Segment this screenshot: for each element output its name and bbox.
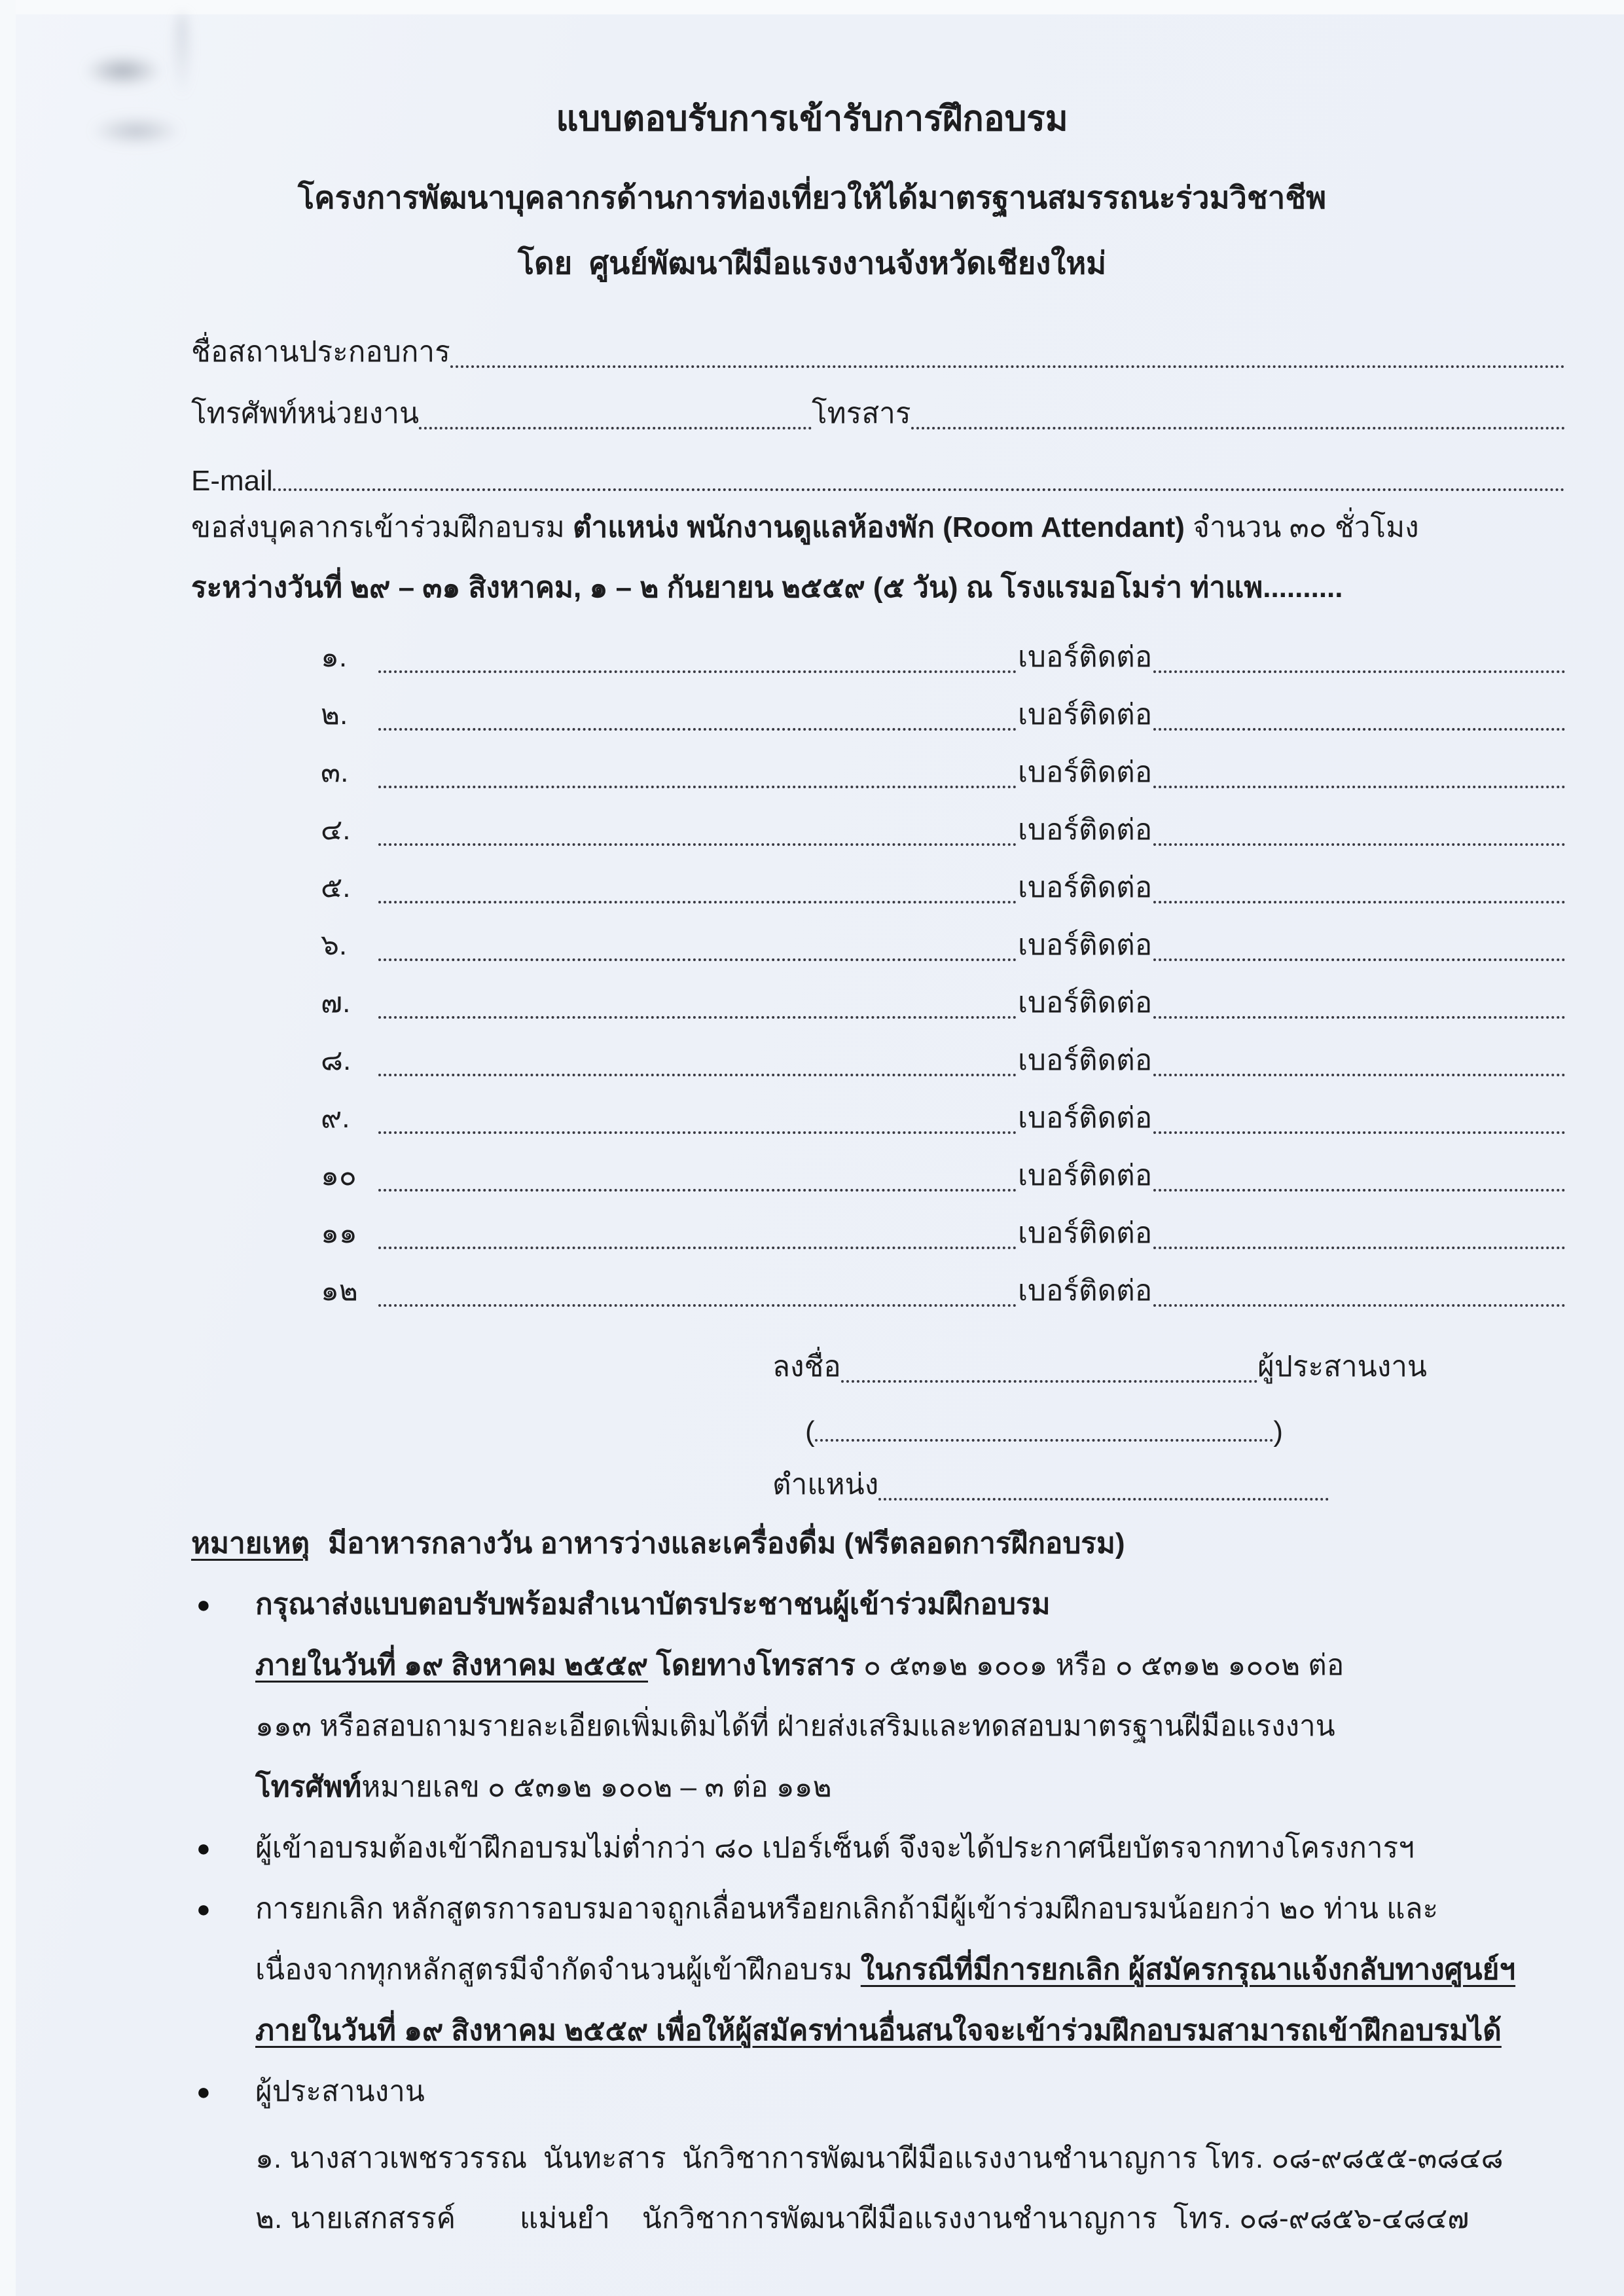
company-field-row <box>191 313 1565 374</box>
attendee-row <box>191 1083 1565 1140</box>
attendee-name-line <box>378 1247 1017 1249</box>
phone-label: โทรศัพท์หน่วยงาน <box>191 397 420 429</box>
attendee-number: ๙. <box>321 1102 350 1134</box>
attendee-name-line <box>378 1189 1017 1192</box>
position-label: ตำแหน่ง <box>772 1468 879 1501</box>
bullet1-line3: ๑๑๓ หรือสอบถามรายละเอียดเพิ่มเติมได้ที่ ฝ่ายส่งเสริมและทดสอบมาตรฐานฝีมือแรงงาน <box>255 1710 1335 1742</box>
request-paragraph-line1 <box>191 498 1565 558</box>
attendee-number: ๑๑ <box>321 1217 357 1249</box>
attendee-phone-line <box>1153 1189 1565 1192</box>
attendee-phone-line <box>1153 1074 1565 1076</box>
contact-number-label: เบอร์ติดต่อ <box>1018 1102 1153 1134</box>
company-fill-line <box>450 365 1565 368</box>
attendee-phone-line <box>1153 728 1565 731</box>
attendee-row <box>191 1256 1565 1313</box>
contact-number-label: เบอร์ติดต่อ <box>1018 699 1153 731</box>
company-label: ชื่อสถานประกอบการ <box>191 336 450 368</box>
attendee-name-line <box>378 843 1017 846</box>
signature-name-fill-line <box>815 1439 1274 1442</box>
contact-number-label: เบอร์ติดต่อ <box>1018 641 1153 673</box>
phone-fax-field-row <box>191 374 1565 436</box>
bullet-icon: ● <box>196 1895 211 1922</box>
signature-fill-line <box>841 1380 1257 1383</box>
contact-number-label: เบอร์ติดต่อ <box>1018 756 1153 788</box>
cancellation-notice-underlined: ในกรณีที่มีการยกเลิก ผู้สมัครกรุณาแจ้งกลับทางศูนย์ฯ <box>860 1954 1516 1986</box>
email-fill-line <box>273 488 1565 491</box>
attendee-phone-line <box>1153 1247 1565 1249</box>
bullet1-line2 <box>255 1635 1565 1696</box>
attendee-name-line <box>378 1074 1017 1076</box>
position-fill-line <box>878 1498 1329 1501</box>
attendee-number: ๑๐ <box>321 1159 357 1192</box>
organizer-byline: โดย ศูนย์พัฒนาฝีมือแรงงานจังหวัดเชียงใหม่ <box>517 246 1107 280</box>
attendee-number: ๖. <box>321 929 348 961</box>
note-header: หมายเหตุ <box>191 1527 310 1559</box>
bullet1-line1: กรุณาส่งแบบตอบรับพร้อมสำเนาบัตรประชาชนผู้เข้าร่วมฝึกอบรม <box>255 1588 1051 1620</box>
attendee-phone-line <box>1153 786 1565 788</box>
note-text: มีอาหารกลางวัน อาหารว่างและเครื่องดื่ม (ฟรีตลอดการฝึกอบรม) <box>328 1527 1125 1559</box>
contact-number-label: เบอร์ติดต่อ <box>1018 1159 1153 1192</box>
limited-seats-text: เนื่องจากทุกหลักสูตรมีจำกัดจำนวนผู้เข้าฝึกอบรม <box>255 1954 861 1986</box>
email-field-row <box>191 436 1565 498</box>
sign-label: ลงชื่อ <box>772 1351 841 1383</box>
attendee-number: ๓. <box>321 756 349 788</box>
signature-name-row <box>805 1389 1283 1448</box>
attendee-name-line <box>378 1131 1017 1134</box>
bullet2-line1: ผู้เข้าอบรมต้องเข้าฝึกอบรมไม่ต่ำกว่า ๘๐ เปอร์เซ็นต์ จึงจะได้ประกาศนียบัตรจากทางโครงการฯ <box>255 1832 1415 1864</box>
attendee-number: ๘. <box>321 1044 352 1076</box>
attendee-name-line <box>378 1304 1017 1307</box>
position-row <box>772 1448 1329 1507</box>
attendee-number: ๒. <box>321 699 348 731</box>
attendee-row <box>191 910 1565 968</box>
attendee-number: ๑๒ <box>321 1275 358 1307</box>
bullet1-line4 <box>255 1757 1565 1817</box>
bullet-icon: ● <box>196 1591 211 1618</box>
contact-number-label: เบอร์ติดต่อ <box>1018 929 1153 961</box>
deadline-underlined: ภายในวันที่ ๑๙ สิงหาคม ๒๕๕๙ <box>255 1649 648 1681</box>
coordinator-contacts <box>191 2128 1565 2249</box>
email-label: E-mail <box>191 465 273 497</box>
attendee-name-line <box>378 958 1017 961</box>
attendee-number: ๗. <box>321 987 351 1019</box>
project-subtitle: โครงการพัฒนาบุคลากรด้านการท่องเที่ยวให้ได้มาตรฐานสมรรถนะร่วมวิชาชีพ <box>297 180 1327 215</box>
fax-label: โทรสาร <box>812 397 911 429</box>
attendee-name-line <box>378 1016 1017 1019</box>
fax-fill-line <box>911 427 1565 429</box>
bullet3-line2 <box>255 1939 1565 2000</box>
attendee-name-line <box>378 728 1017 731</box>
signature-block <box>191 1330 1565 1507</box>
paren-open: ( <box>805 1415 815 1448</box>
attendee-row <box>191 1140 1565 1198</box>
paren-close: ) <box>1273 1415 1283 1448</box>
attendee-name-line <box>378 901 1017 903</box>
scan-edge-left <box>0 0 16 2296</box>
coordinator-label: ผู้ประสานงาน <box>1257 1351 1427 1383</box>
bullet4-line1: ผู้ประสานงาน <box>255 2075 425 2107</box>
bullet3-line3: ภายในวันที่ ๑๙ สิงหาคม ๒๕๕๙ เพื่อให้ผู้สมัครท่านอื่นสนใจจะเข้าร่วมฝึกอบรมสามารถเข้าฝึกอบรมได้ <box>255 2014 1502 2047</box>
bullet-text <box>255 1878 1565 2061</box>
coordinator-contact-2: ๒. นายเสกสรรค์ แม่นยำ นักวิชาการพัฒนาฝีมือแรงงานชำนาญการ โทร. ๐๘-๙๘๕๖-๔๘๔๗ <box>255 2202 1470 2234</box>
bullet-icon: ● <box>196 2078 211 2105</box>
attendee-row <box>191 968 1565 1025</box>
page-title: แบบตอบรับการเข้ารับการฝึกอบรม <box>556 100 1068 138</box>
attendee-name-line <box>378 670 1017 673</box>
form-body <box>191 313 1565 2249</box>
request-prefix: ขอส่งบุคลากรเข้าร่วมฝึกอบรม <box>191 511 573 543</box>
bullet3-line1: การยกเลิก หลักสูตรการอบรมอาจถูกเลื่อนหรือยกเลิกถ้ามีผู้เข้าร่วมฝึกอบรมน้อยกว่า ๒๐ ท่าน และ <box>255 1893 1439 1925</box>
attendee-phone-line <box>1153 958 1565 961</box>
attendee-phone-line <box>1153 901 1565 903</box>
attendee-number: ๕. <box>321 871 351 903</box>
signature-row <box>772 1330 1427 1389</box>
attendee-phone-line <box>1153 670 1565 673</box>
document-header <box>0 0 1624 284</box>
bullet-text <box>255 1574 1565 1817</box>
attendee-phone-line <box>1153 1016 1565 1019</box>
attendee-list <box>191 622 1565 1313</box>
bullet-text <box>255 2061 1565 2122</box>
request-position: ตำแหน่ง พนักงานดูแลห้องพัก (Room Attendant) <box>572 511 1193 543</box>
bullet-item-coordinators <box>191 2061 1565 2122</box>
contact-number-label: เบอร์ติดต่อ <box>1018 1217 1153 1249</box>
attendee-row <box>191 1025 1565 1083</box>
attendee-row <box>191 737 1565 795</box>
attendee-name-line <box>378 786 1017 788</box>
bullet-text <box>255 1817 1565 1878</box>
attendee-row <box>191 680 1565 737</box>
contact-number-label: เบอร์ติดต่อ <box>1018 1044 1153 1076</box>
bullet-item-attendance <box>191 1817 1565 1878</box>
telephone-numbers: หมายเลข ๐ ๕๓๑๒ ๑๐๐๒ – ๓ ต่อ ๑๑๒ <box>361 1771 832 1803</box>
telephone-bold: โทรศัพท์ <box>255 1771 362 1803</box>
attendee-row <box>191 622 1565 680</box>
attendee-phone-line <box>1153 843 1565 846</box>
attendee-row <box>191 852 1565 910</box>
bullet-item-cancellation <box>191 1878 1565 2061</box>
coordinator-contact-1: ๑. นางสาวเพชรวรรณ นันทะสาร นักวิชาการพัฒนาฝีมือแรงงานชำนาญการ โทร. ๐๘-๙๘๕๕-๓๘๔๘ <box>255 2142 1504 2174</box>
contact-number-label: เบอร์ติดต่อ <box>1018 871 1153 903</box>
note-line <box>191 1514 1565 1574</box>
fax-numbers: ๐ ๕๓๑๒ ๑๐๐๑ หรือ ๐ ๕๓๑๒ ๑๐๐๒ ต่อ <box>863 1649 1344 1681</box>
contact-number-label: เบอร์ติดต่อ <box>1018 987 1153 1019</box>
attendee-phone-line <box>1153 1131 1565 1134</box>
contact-number-label: เบอร์ติดต่อ <box>1018 814 1153 846</box>
by-fax-bold: โดยทางโทรสาร <box>648 1649 864 1681</box>
phone-fill-line <box>419 427 812 429</box>
attendee-phone-line <box>1153 1304 1565 1307</box>
bullet-icon: ● <box>196 1834 211 1861</box>
attendee-row <box>191 795 1565 852</box>
bullet-item-submit <box>191 1574 1565 1817</box>
attendee-row <box>191 1198 1565 1256</box>
contact-number-label: เบอร์ติดต่อ <box>1018 1275 1153 1307</box>
request-paragraph-line2: ระหว่างวันที่ ๒๙ – ๓๑ สิงหาคม, ๑ – ๒ กันยายน ๒๕๕๙ (๕ วัน) ณ โรงแรมอโมร่า ท่าแพ.......... <box>191 572 1343 604</box>
attendee-number: ๔. <box>321 814 351 846</box>
request-hours: จำนวน ๓๐ ชั่วโมง <box>1193 511 1419 543</box>
attendee-number: ๑. <box>321 641 348 673</box>
